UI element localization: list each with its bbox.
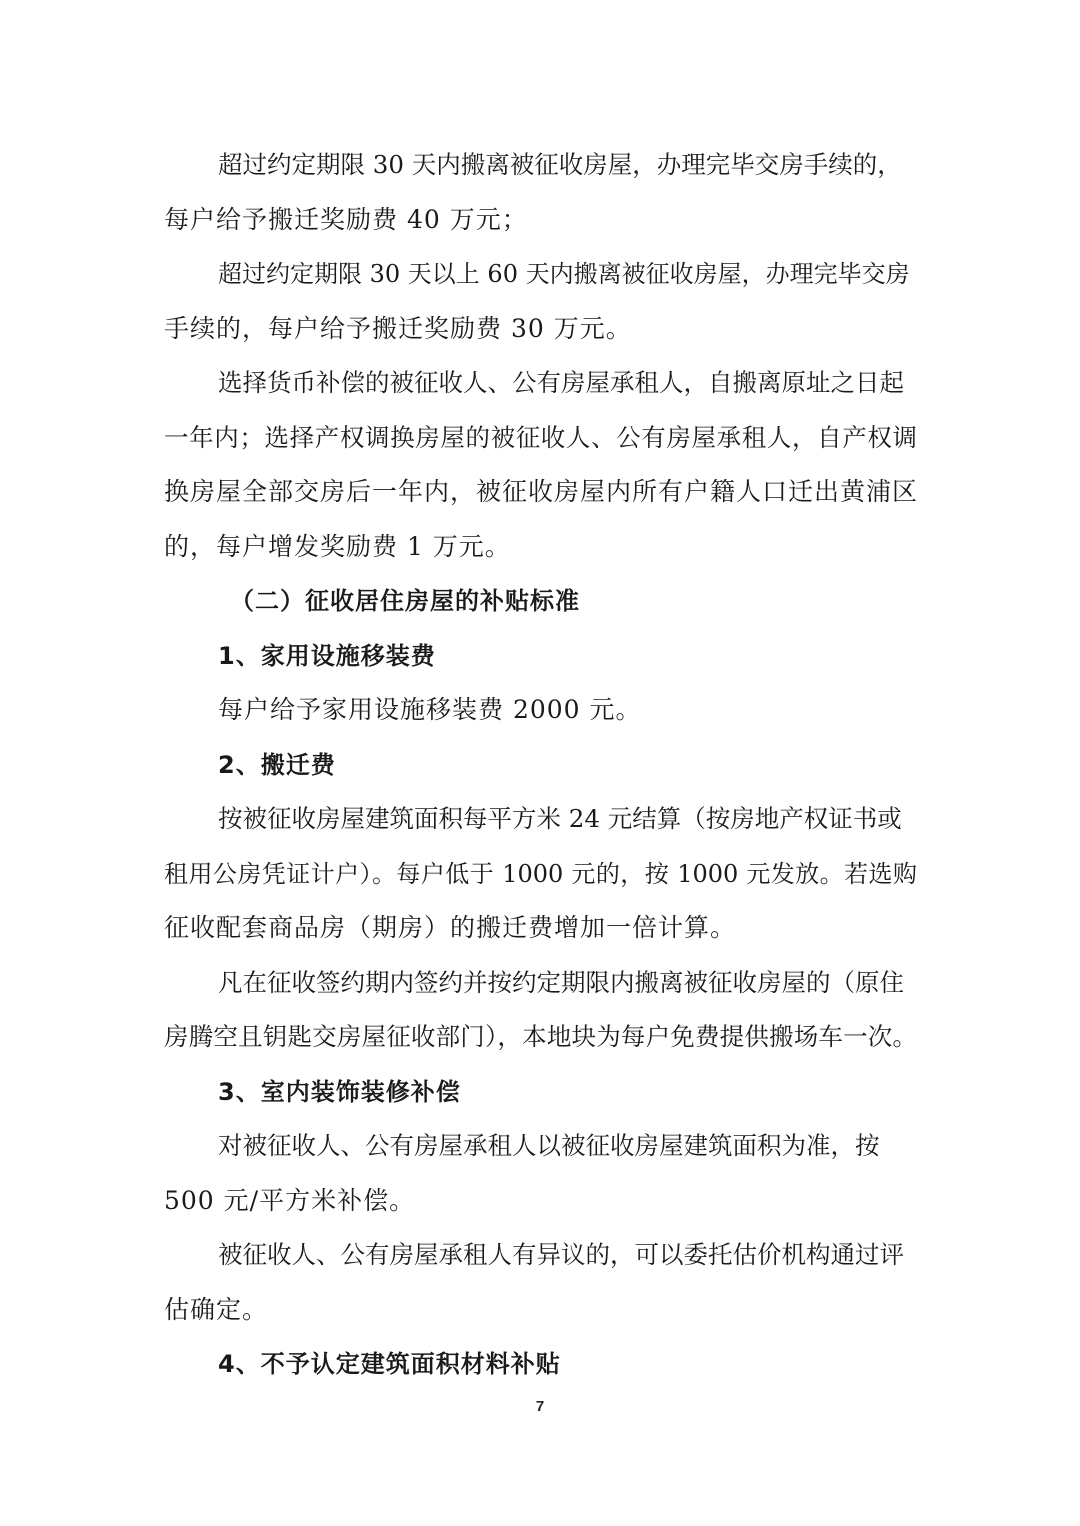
paragraph-line: 选择货币补偿的被征收人、公有房屋承租人，自搬离原址之日起 [218,368,904,397]
paragraph-line: 换房屋全部交房后一年内，被征收房屋内所有户籍人口迁出黄浦区 [164,477,919,506]
item-heading: 1、家用设施移装费 [218,642,436,670]
paragraph-line: 估确定。 [164,1295,269,1324]
paragraph-line: 每户给予搬迁奖励费 40 万元； [164,205,528,234]
paragraph-line: 征收配套商品房（期房）的搬迁费增加一倍计算。 [164,913,737,942]
paragraph-line: 对被征收人、公有房屋承租人以被征收房屋建筑面积为准，按 [218,1131,880,1160]
paragraph-line: 租用公房凭证计户）。每户低于 1000 元的，按 1000 元发放。若选购 [164,860,917,888]
section-heading: （二）征收居住房屋的补贴标准 [230,587,580,615]
paragraph-line: 的，每户增发奖励费 1 万元。 [164,532,511,561]
item-heading: 4、不予认定建筑面积材料补贴 [218,1350,561,1378]
paragraph-line: 凡在征收签约期内签约并按约定期限内搬离被征收房屋的（原住 [218,968,904,997]
page-number: 7 [535,1398,545,1415]
paragraph-line: 房腾空且钥匙交房屋征收部门），本地块为每户免费提供搬场车一次。 [164,1022,917,1051]
item-heading: 2、搬迁费 [218,751,336,779]
paragraph-line: 被征收人、公有房屋承租人有异议的，可以委托估价机构通过评 [218,1240,904,1269]
paragraph-line: 每户给予家用设施移装费 2000 元。 [218,695,642,724]
paragraph-line: 500 元/平方米补偿。 [164,1186,416,1215]
paragraph-line: 手续的，每户给予搬迁奖励费 30 万元。 [164,314,632,343]
paragraph-line: 超过约定期限 30 天以上 60 天内搬离被征收房屋，办理完毕交房 [218,260,910,288]
paragraph-line: 一年内；选择产权调换房屋的被征收人、公有房屋承租人，自产权调 [164,423,917,452]
paragraph-line: 超过约定期限 30 天内搬离被征收房屋，办理完毕交房手续的， [218,150,902,179]
item-heading: 3、室内装饰装修补偿 [218,1078,461,1106]
paragraph-line: 按被征收房屋建筑面积每平方米 24 元结算（按房地产权证书或 [218,804,902,833]
